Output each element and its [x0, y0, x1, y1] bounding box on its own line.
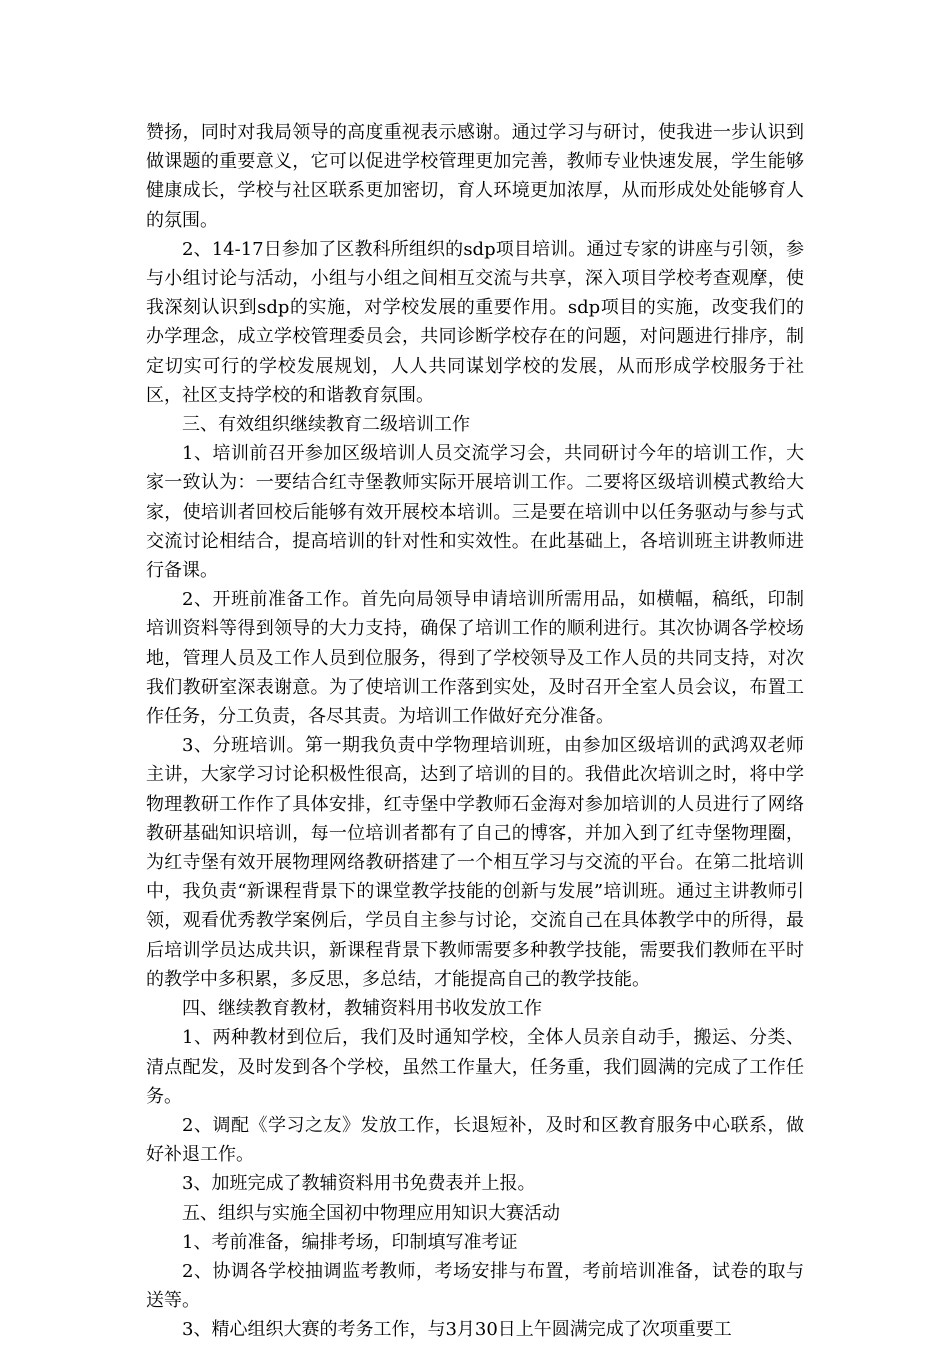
- paragraph: 2、14-17日参加了区教科所组织的sdp项目培训。通过专家的讲座与引领，参与小组讨论与活动，小组与小组之间相互交流与共享，深入项目学校考查观摩，使我深刻认识到sdp的实施，对学校发展的重要作用。sdp项目的实施，改变我们的办学理念，成立学校管理委员会，共同诊断学校存在的问题，对问题进行排序，制定切实可行的学校发展规划，人人共同谋划学校的发展，从而形成学校服务于社区，社区支持学校的和谐教育氛围。: [146, 238, 804, 406]
- section-heading: 五、组织与实施全国初中物理应用知识大赛活动: [182, 1202, 560, 1224]
- paragraph: 3、加班完成了教辅资料用书免费表并上报。: [182, 1173, 536, 1195]
- paragraph: 2、协调各学校抽调监考教师，考场安排与布置，考前培训准备，试卷的取与送等。: [146, 1260, 804, 1312]
- paragraph: 2、调配《学习之友》发放工作，长退短补，及时和区教育服务中心联系，做好补退工作。: [146, 1114, 804, 1166]
- section-heading: 四、继续教育教材，教辅资料用书收发放工作: [182, 998, 542, 1020]
- paragraph: 3、精心组织大赛的考务工作，与3月30日上午圆满完成了次项重要工: [182, 1319, 732, 1341]
- paragraph: 1、培训前召开参加区级培训人员交流学习会，共同研讨今年的培训工作，大家一致认为：一要结合红寺堡教师实际开展培训工作。二要将区级培训模式教给大家，使培训者回校后能够有效开展校本培训。三是要在培训中以任务驱动与参与式交流讨论相结合，提高培训的针对性和实效性。在此基础上，各培训班主讲教师进行备课。: [146, 443, 804, 582]
- section-heading: 三、有效组织继续教育二级培训工作: [182, 414, 470, 436]
- paragraph: 2、开班前准备工作。首先向局领导申请培训所需用品，如横幅，稿纸，印制培训资料等得到领导的大力支持，确保了培训工作的顺利进行。其次协调各学校场地，管理人员及工作人员到位服务，得到了学校领导及工作人员的共同支持，对次我们教研室深表谢意。为了使培训工作落到实处，及时召开全室人员会议，布置工作任务，分工负责，各尽其责。为培训工作做好充分准备。: [146, 589, 804, 728]
- paragraph: 赞扬，同时对我局领导的高度重视表示感谢。通过学习与研讨，使我进一步认识到做课题的重要意义，它可以促进学校管理更加完善，教师专业快速发展，学生能够健康成长，学校与社区联系更加密切，育人环境更加浓厚，从而形成处处能够育人的氛围。: [146, 122, 804, 231]
- paragraph: 1、考前准备，编排考场，印制填写准考证: [182, 1231, 518, 1253]
- document-body: [146, 118, 804, 1345]
- paragraph: 1、两种教材到位后，我们及时通知学校，全体人员亲自动手，搬运、分类、清点配发，及时发到各个学校，虽然工作量大，任务重，我们圆满的完成了工作任务。: [146, 1027, 804, 1107]
- paragraph: 3、分班培训。第一期我负责中学物理培训班，由参加区级培训的武鸿双老师主讲，大家学习讨论积极性很高，达到了培训的目的。我借此次培训之时，将中学物理教研工作作了具体安排，红寺堡中学教师石金海对参加培训的人员进行了网络教研基础知识培训，每一位培训者都有了自己的博客，并加入到了红寺堡物理圈，为红寺堡有效开展物理网络教研搭建了一个相互学习与交流的平台。在第二批培训中，我负责“新课程背景下的课堂教学技能的创新与发展”培训班。通过主讲教师引领，观看优秀教学案例后，学员自主参与讨论，交流自己在具体教学中的所得，最后培训学员达成共识，新课程背景下教师需要多种教学技能，需要我们教师在平时的教学中多积累，多反思，多总结，才能提高自己的教学技能。: [146, 735, 804, 990]
